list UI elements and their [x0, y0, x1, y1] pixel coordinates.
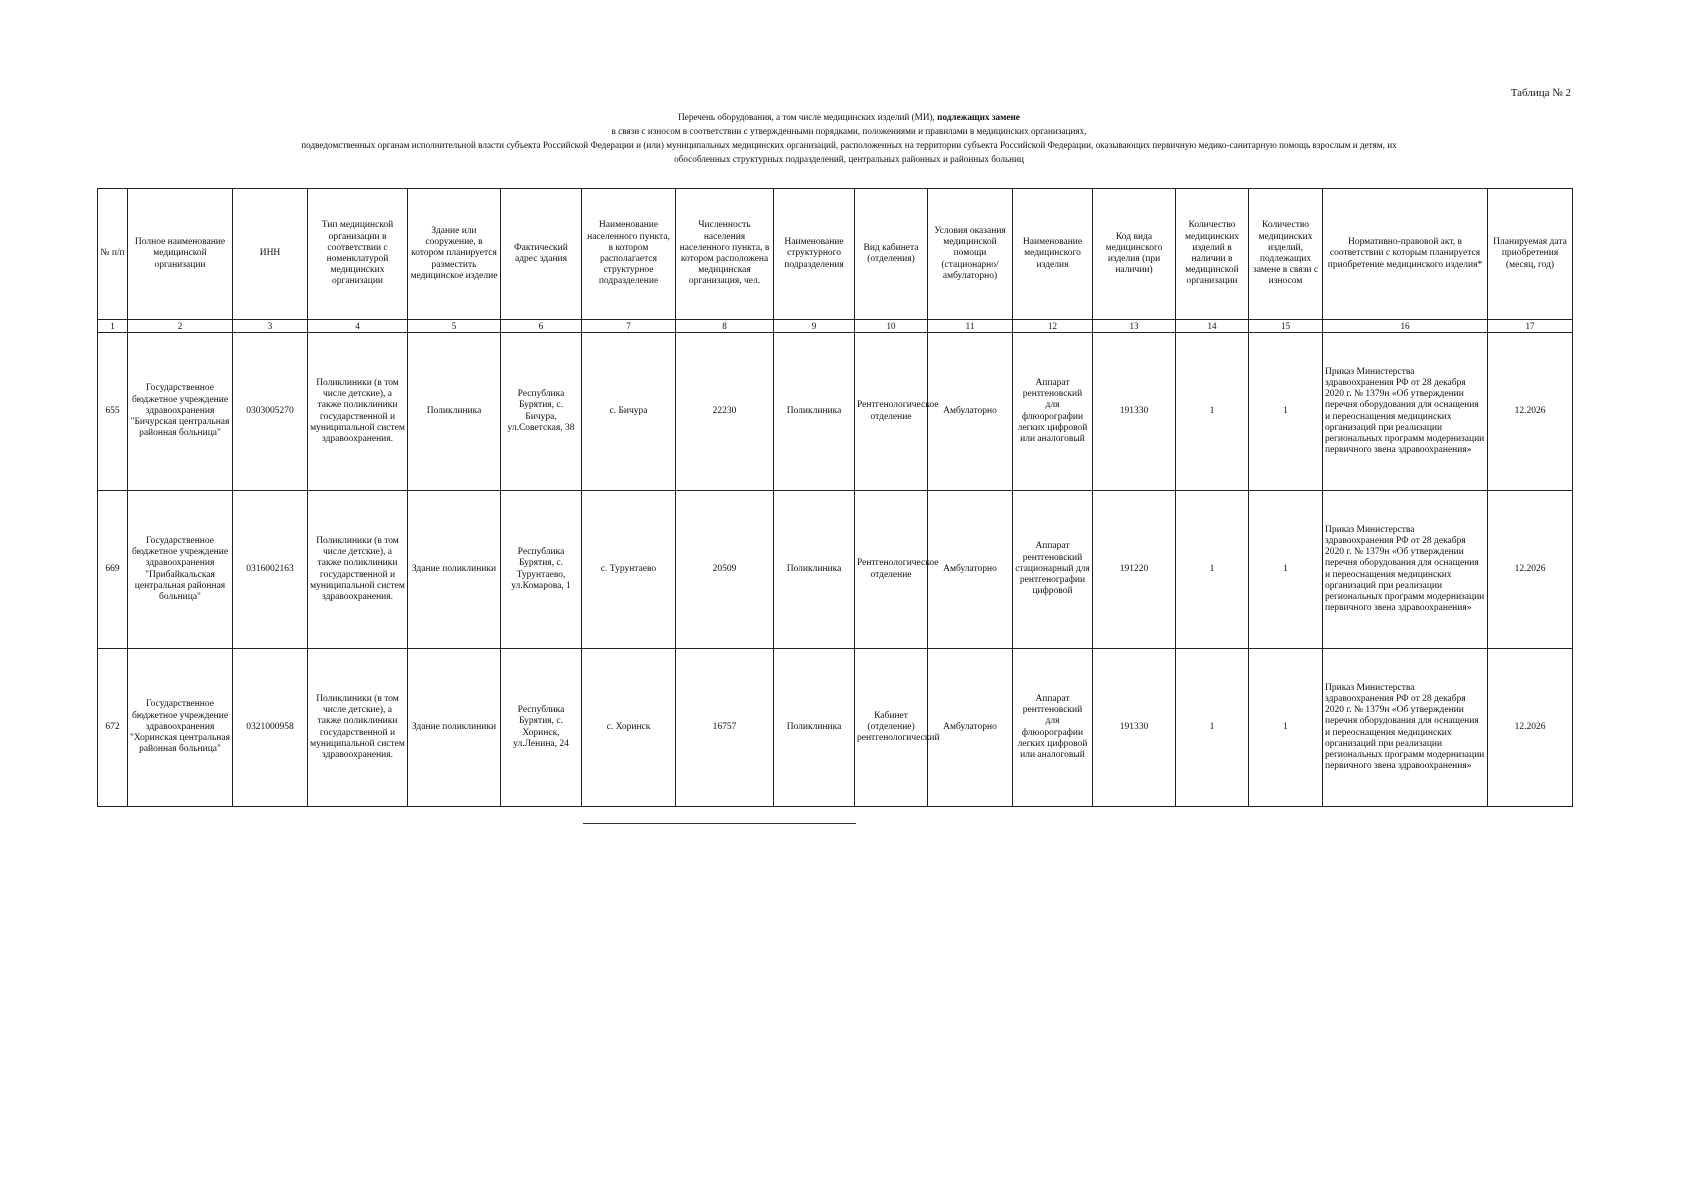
- quantity-available: 1: [1176, 649, 1249, 807]
- column-header: Нормативно-правовой акт, в соответствии с которым планируется приобретение медицинского изделия*: [1323, 189, 1488, 320]
- quantity-to-replace: 1: [1249, 491, 1323, 649]
- inn-value: 0316002163: [233, 491, 308, 649]
- column-number: 9: [774, 320, 855, 333]
- device-code: 191330: [1093, 333, 1176, 491]
- column-header: Количество медицинских изделий в наличии в медицинской организации: [1176, 189, 1249, 320]
- device-name: Аппарат рентгеновский для флюорографии легких цифровой или аналоговый: [1013, 333, 1093, 491]
- organization-type: Поликлиники (в том числе детские), а также поликлиники государственной и муниципальной систем здравоохранения.: [308, 333, 408, 491]
- table-row: [98, 649, 1573, 807]
- care-conditions: Амбулаторно: [928, 649, 1013, 807]
- column-header: № п/п: [98, 189, 128, 320]
- column-number: 7: [582, 320, 676, 333]
- planned-date: 12.2026: [1488, 491, 1573, 649]
- population: 20509: [676, 491, 774, 649]
- care-conditions: Амбулаторно: [928, 333, 1013, 491]
- organization-type: Поликлиники (в том числе детские), а также поликлиники государственной и муниципальной систем здравоохранения.: [308, 649, 408, 807]
- table-row: [98, 491, 1573, 649]
- device-code: 191220: [1093, 491, 1176, 649]
- column-header: Наименование медицинского изделия: [1013, 189, 1093, 320]
- equipment-table: [97, 188, 1573, 807]
- column-number: 2: [128, 320, 233, 333]
- column-header: Количество медицинских изделий, подлежащих замене в связи с износом: [1249, 189, 1323, 320]
- column-header: Полное наименование медицинской организации: [128, 189, 233, 320]
- column-header: Наименование населенного пункта, в котором располагается структурное подразделение: [582, 189, 676, 320]
- organization-name: Государственное бюджетное учреждение здравоохранения "Прибайкальская центральная районная больница": [128, 491, 233, 649]
- column-header: ИНН: [233, 189, 308, 320]
- quantity-available: 1: [1176, 491, 1249, 649]
- building: Поликлиника: [408, 333, 501, 491]
- legal-act: Приказ Министерства здравоохранения РФ от 28 декабря 2020 г. № 1379н «Об утверждении перечня оборудования для оснащения и переоснащения медицинских организаций при реализации региональных программ модернизации первичного звена здравоохранения»: [1323, 491, 1488, 649]
- table-row: [98, 333, 1573, 491]
- column-number: 13: [1093, 320, 1176, 333]
- address: Республика Бурятия, с. Турунтаево, ул.Комарова, 1: [501, 491, 582, 649]
- cabinet-type: Кабинет (отделение) рентгенологический: [855, 649, 928, 807]
- legal-act: Приказ Министерства здравоохранения РФ от 28 декабря 2020 г. № 1379н «Об утверждении перечня оборудования для оснащения и переоснащения медицинских организаций при реализации региональных программ модернизации первичного звена здравоохранения»: [1323, 649, 1488, 807]
- heading-line-4: обособленных структурных подразделений, центральных районных и районных больниц: [674, 154, 1024, 164]
- column-header: Условия оказания медицинской помощи (стационарно/амбулаторно): [928, 189, 1013, 320]
- device-name: Аппарат рентгеновский для флюорографии легких цифровой или аналоговый: [1013, 649, 1093, 807]
- organization-name: Государственное бюджетное учреждение здравоохранения "Бичурская центральная районная больница": [128, 333, 233, 491]
- column-number: 1: [98, 320, 128, 333]
- settlement: с. Хоринск: [582, 649, 676, 807]
- column-number: 5: [408, 320, 501, 333]
- device-code: 191330: [1093, 649, 1176, 807]
- column-number: 4: [308, 320, 408, 333]
- column-number: 8: [676, 320, 774, 333]
- legal-act: Приказ Министерства здравоохранения РФ от 28 декабря 2020 г. № 1379н «Об утверждении перечня оборудования для оснащения и переоснащения медицинских организаций при реализации региональных программ модернизации первичного звена здравоохранения»: [1323, 333, 1488, 491]
- inn-value: 0321000958: [233, 649, 308, 807]
- table-number-label: Таблица № 2: [1510, 87, 1571, 99]
- quantity-to-replace: 1: [1249, 333, 1323, 491]
- heading-line-1-bold: подлежащих замене: [937, 112, 1020, 122]
- subdivision: Поликлиника: [774, 333, 855, 491]
- document-heading: [0, 110, 1698, 166]
- settlement: с. Турунтаево: [582, 491, 676, 649]
- population: 22230: [676, 333, 774, 491]
- column-header: Наименование структурного подразделения: [774, 189, 855, 320]
- organization-type: Поликлиники (в том числе детские), а также поликлиники государственной и муниципальной систем здравоохранения.: [308, 491, 408, 649]
- address: Республика Бурятия, с. Бичура, ул.Советская, 38: [501, 333, 582, 491]
- row-number: 672: [98, 649, 128, 807]
- column-number-row: [98, 320, 1573, 333]
- column-header: Здание или сооружение, в котором планируется разместить медицинское изделие: [408, 189, 501, 320]
- planned-date: 12.2026: [1488, 649, 1573, 807]
- heading-line-3: подведомственных органам исполнительной власти субъекта Российской Федерации и (или) муниципальных медицинских организаций, расположенных на территории субъекта Российской Федерации, оказывающих первичную медико-санитарную помощь взрослым и детям, их: [301, 140, 1397, 150]
- column-header: Вид кабинета (отделения): [855, 189, 928, 320]
- column-number: 15: [1249, 320, 1323, 333]
- device-name: Аппарат рентгеновский стационарный для рентгенографии цифровой: [1013, 491, 1093, 649]
- column-number: 10: [855, 320, 928, 333]
- building: Здание поликлиники: [408, 491, 501, 649]
- heading-line-1: [0, 110, 1698, 124]
- column-number: 12: [1013, 320, 1093, 333]
- settlement: с. Бичура: [582, 333, 676, 491]
- column-header: Планируемая дата приобретения (месяц, год): [1488, 189, 1573, 320]
- heading-line-2: в связи с износом в соответствии с утвержденными порядками, положениями и правилами в медицинских организациях,: [611, 126, 1087, 136]
- heading-line-1-text: Перечень оборудования, а том числе медицинских изделий (МИ),: [678, 112, 935, 122]
- column-header: Код вида медицинского изделия (при наличии): [1093, 189, 1176, 320]
- organization-name: Государственное бюджетное учреждение здравоохранения "Хоринская центральная районная больница": [128, 649, 233, 807]
- column-number: 3: [233, 320, 308, 333]
- table-header-row: [98, 189, 1573, 320]
- subdivision: Поликлиника: [774, 491, 855, 649]
- quantity-available: 1: [1176, 333, 1249, 491]
- building: Здание поликлиники: [408, 649, 501, 807]
- column-number: 6: [501, 320, 582, 333]
- cabinet-type: Рентгенологическое отделение: [855, 491, 928, 649]
- column-header: Численность населения населенного пункта, в котором расположена медицинская организация, чел.: [676, 189, 774, 320]
- column-number: 14: [1176, 320, 1249, 333]
- column-number: 16: [1323, 320, 1488, 333]
- inn-value: 0303005270: [233, 333, 308, 491]
- address: Республика Бурятия, с. Хоринск, ул.Ленина, 24: [501, 649, 582, 807]
- cabinet-type: Рентгенологическое отделение: [855, 333, 928, 491]
- quantity-to-replace: 1: [1249, 649, 1323, 807]
- column-header: Тип медицинской организации в соответствии с номенклатурой медицинских организации: [308, 189, 408, 320]
- column-header: Фактический адрес здания: [501, 189, 582, 320]
- column-number: 11: [928, 320, 1013, 333]
- subdivision: Поликлиника: [774, 649, 855, 807]
- planned-date: 12.2026: [1488, 333, 1573, 491]
- population: 16757: [676, 649, 774, 807]
- column-number: 17: [1488, 320, 1573, 333]
- care-conditions: Амбулаторно: [928, 491, 1013, 649]
- row-number: 669: [98, 491, 128, 649]
- signature-divider-line: [583, 823, 856, 824]
- row-number: 655: [98, 333, 128, 491]
